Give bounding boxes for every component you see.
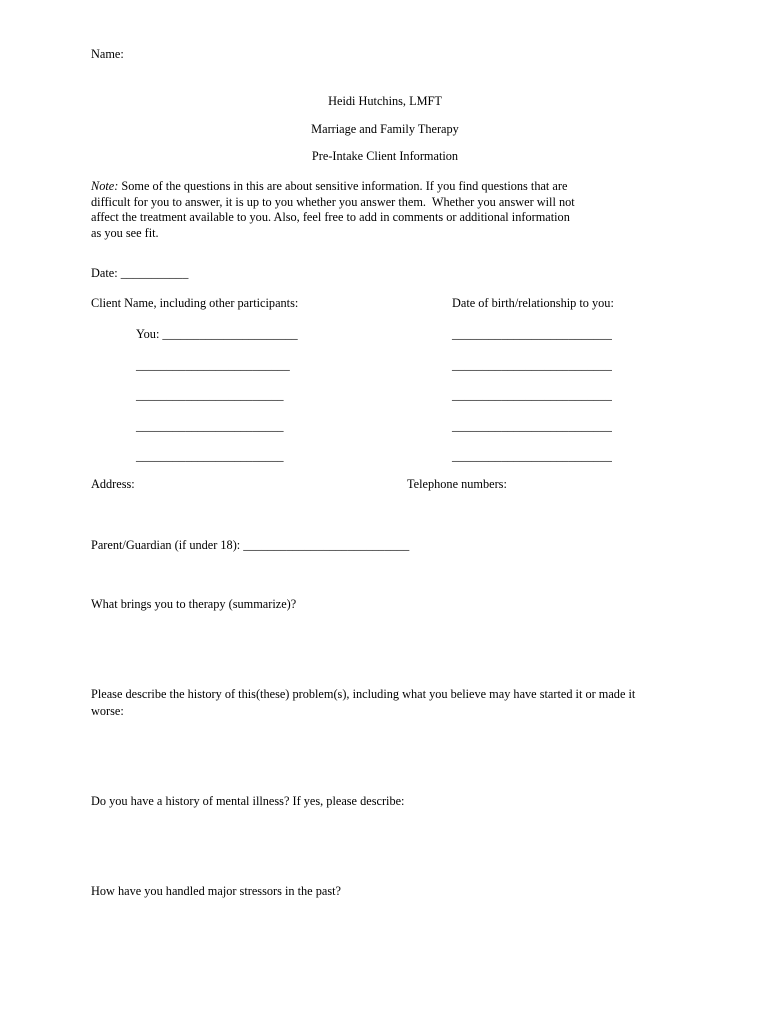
date-field[interactable]: Date: ___________ <box>91 266 189 280</box>
therapist-name: Heidi Hutchins, LMFT <box>328 94 442 108</box>
dob-relationship-field[interactable]: __________________________ <box>452 327 612 341</box>
question-stressors: How have you handled major stressors in the past? <box>91 884 341 898</box>
participant-name-field[interactable]: ________________________ <box>136 388 284 402</box>
note-line-1: Some of the questions in this are about sensitive information. If you find questions that are <box>118 179 568 193</box>
dob-relationship-heading: Date of birth/relationship to you: <box>452 296 614 310</box>
dob-relationship-field[interactable]: __________________________ <box>452 449 612 463</box>
dob-relationship-field[interactable]: __________________________ <box>452 419 612 433</box>
note-paragraph <box>91 179 611 241</box>
form-title: Pre-Intake Client Information <box>311 149 459 163</box>
question-reason: What brings you to therapy (summarize)? <box>91 597 297 611</box>
note-line-3: affect the treatment available to you. Also, feel free to add in comments or additional information <box>91 210 570 224</box>
practice-name: Marriage and Family Therapy <box>311 122 459 136</box>
question-mental-illness: Do you have a history of mental illness? If yes, please describe: <box>91 794 405 808</box>
dob-relationship-field[interactable]: __________________________ <box>452 358 612 372</box>
note-prefix: Note: <box>91 179 119 193</box>
participant-name-field[interactable]: ________________________ <box>136 449 284 463</box>
note-line-4: as you see fit. <box>91 225 159 240</box>
name-label: Name: <box>91 47 124 61</box>
participant-name-field[interactable]: _________________________ <box>136 358 290 372</box>
address-label: Address: <box>91 477 135 491</box>
participant-name-field[interactable]: ________________________ <box>136 419 284 433</box>
note-line-2: difficult for you to answer, it is up to you whether you answer them. Whether you answer will not <box>91 194 575 209</box>
question-history-line-1: Please describe the history of this(these) problem(s), including what you believe may have started it or made it <box>91 687 636 701</box>
you-name-field[interactable]: You: ______________________ <box>136 327 298 341</box>
guardian-field[interactable]: Parent/Guardian (if under 18): ___________________________ <box>91 538 410 552</box>
question-history-line-2: worse: <box>91 704 124 718</box>
dob-relationship-field[interactable]: __________________________ <box>452 388 612 402</box>
telephone-label: Telephone numbers: <box>407 477 507 491</box>
participants-heading: Client Name, including other participants: <box>91 296 299 310</box>
